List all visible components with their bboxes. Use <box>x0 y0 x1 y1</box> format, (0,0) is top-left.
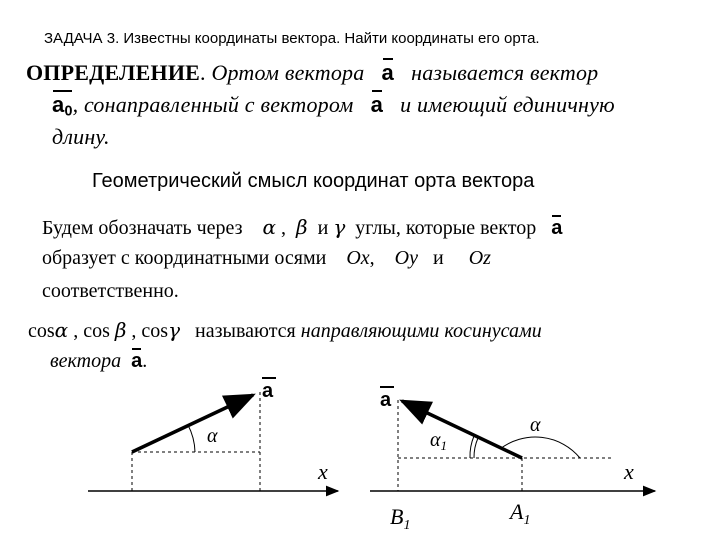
definition-dot: . <box>200 60 206 85</box>
definition-line-3: длину. <box>52 124 110 149</box>
vector-a0: $a_0$ <box>52 92 73 120</box>
body-line-1: Будем обозначать через α , β и γ углы, которые вектор a <box>42 215 563 239</box>
right-angle1-arc <box>470 436 474 458</box>
definition-text-1: Ортом вектора <box>211 60 365 85</box>
right-angle1-label: $\alpha_1$ <box>430 429 447 453</box>
right-angle-label: α <box>530 414 541 436</box>
right-vector-arrow <box>402 401 522 458</box>
body-line-3: соответственно. <box>42 280 179 302</box>
right-axis-label: x <box>624 459 634 484</box>
body-line-4: cosα , cos β , cosγ называются направляющими косинусами <box>28 318 542 342</box>
definition-text-1b: называется вектор <box>411 60 599 85</box>
right-angle1-arc-2 <box>474 438 478 458</box>
right-diagram <box>370 387 655 533</box>
vector-a: a <box>551 217 563 239</box>
definition-term: ОПРЕДЕЛЕНИЕ <box>26 60 201 85</box>
vector-a: a <box>370 92 384 117</box>
left-angle-label: α <box>207 425 218 447</box>
alpha-symbol: α <box>262 215 277 239</box>
left-angle-arc <box>188 425 195 452</box>
left-diagram <box>88 378 338 491</box>
vector-a: a <box>381 60 394 85</box>
left-axis-label: x <box>318 459 328 484</box>
body-line-2: образует с координатными осями Ox, Oy и Oz <box>42 247 491 269</box>
gamma-symbol: γ <box>333 215 346 239</box>
axis-oz: Oz <box>468 247 491 269</box>
point-a1-label: $A_1$ <box>510 499 531 528</box>
beta-symbol: β <box>296 215 308 239</box>
axis-ox: Ox <box>346 247 370 269</box>
body-line-5: вектора a. <box>50 350 148 372</box>
right-vec-label: a <box>380 389 392 411</box>
task-statement: ЗАДАЧА 3. Известны координаты вектора. Найти координаты его орта. <box>44 30 540 47</box>
point-b1-label: $B_1$ <box>390 504 411 533</box>
definition-text-2b: и имеющий единичную <box>400 92 615 117</box>
left-vec-label: a <box>262 380 274 402</box>
left-vector-arrow <box>132 395 253 452</box>
section-heading: Геометрический смысл координат орта вектора <box>92 170 535 192</box>
definition-text-2: , сонаправленный с вектором <box>72 92 354 117</box>
axis-oy: Oy <box>394 247 418 269</box>
vector-a: a <box>131 350 143 372</box>
